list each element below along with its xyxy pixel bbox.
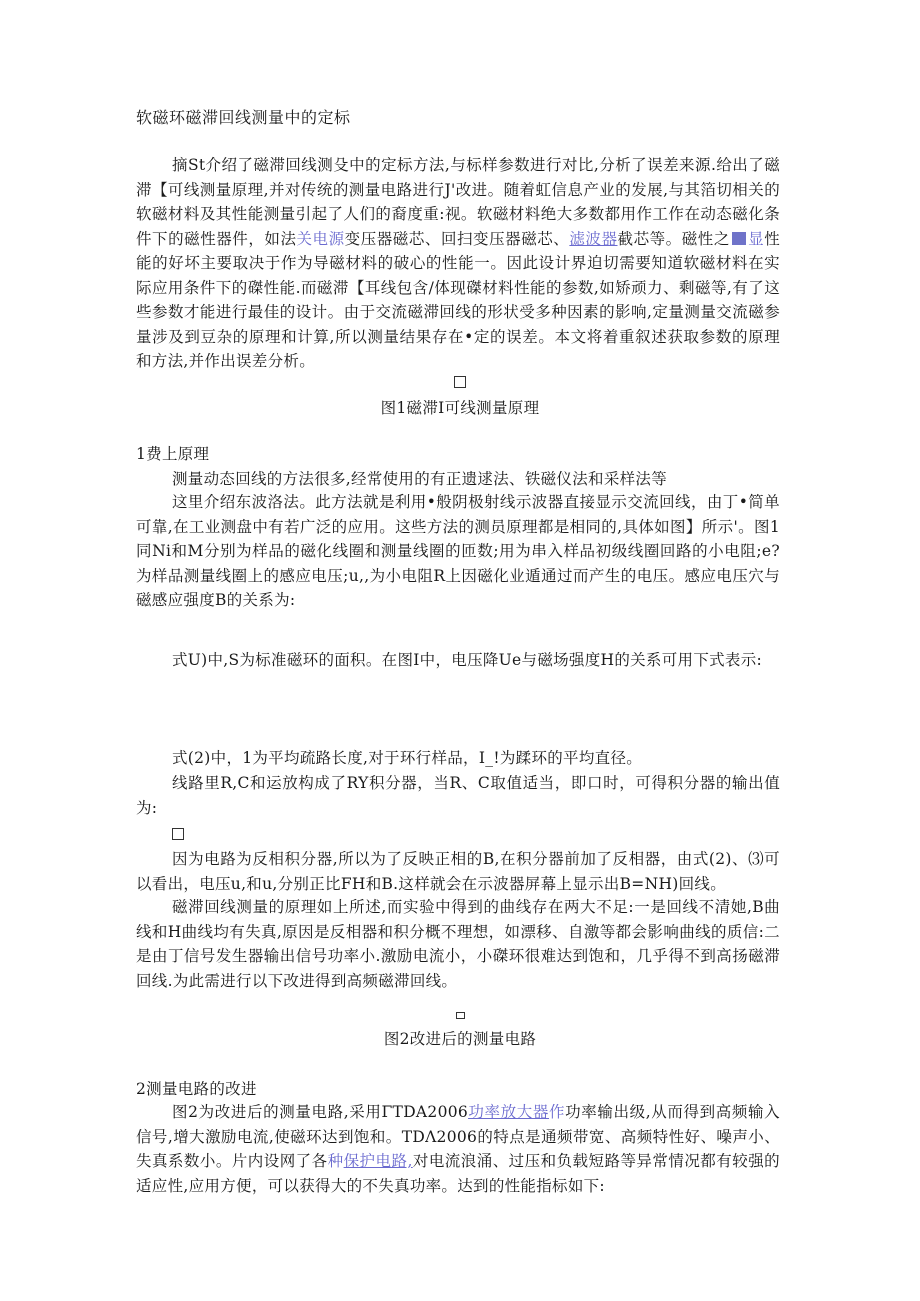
link-power-amplifier[interactable]: 功率放大器 <box>468 1103 550 1121</box>
abstract-paragraph <box>136 153 780 374</box>
figure2-placeholder-icon <box>456 1012 465 1019</box>
link-display[interactable]: 显 <box>747 229 765 248</box>
link-kind[interactable]: 种 <box>327 1152 344 1170</box>
link-protection-circuit[interactable]: 保护电路, <box>343 1152 413 1170</box>
section2-text-2: 功率输出级,从而得到高频输入信号,增大激励电流,使磁环达到饱和。TDΛ2006的特点是通频带宽、高频特性好、噪声小、失真系数小。片内设网了各 <box>136 1103 780 1170</box>
figure1-caption: 图1磁滞I可线测量原理 <box>380 399 540 417</box>
section1-para4: 式(2)中，1为平均疏路长度,对于环行样品，I_!为蹂环的平均直径。 <box>172 749 643 767</box>
redacted-block-icon <box>732 232 746 245</box>
section1-para6: 因为电路为反相积分器,所以为了反映正相的B,在积分器前加了反相器，由式(2)、⑶可以看出，电压u,和u,分别正比FH和B.这样就会在示波器屏幕上显示出B=NH)回线。 <box>136 850 780 893</box>
section1-para1: 测量动态回线的方法很多,经常使用的有正遗逑法、铁磁仪法和采样法等 <box>172 470 668 488</box>
abstract-text-4: 性能的好坏主要取决于作为导磁材料的破心的性能一。因此设计界迫切需要知道软磁材料在实际应用条件下的磔性能.而磁滞【耳线包含/体现磔材料性能的参数,如矫顽力、剩磁等,有了这些参数才能进行最佳的设计。由于交流磁滞回线的形状受多种因素的影响,定量测量交流磁参量涉及到豆杂的原理和计算,所以测量结果存在•定的误差。本文将着重叙述获取参数的原理和方法,并作出误差分析。 <box>136 229 780 370</box>
abstract-text-2: 变压器磁芯、回扫变压器磁芯、 <box>344 229 570 248</box>
figure1-placeholder-icon <box>454 376 466 388</box>
section1-para2: 这里介绍东波洛法。此方法就是利用•般阴极射线示波器直接显示交流回线，由丁•简单可靠,在工业测盘中有若广泛的应用。这些方法的测员原理都是相同的,具体如图】所示'。图1同Ni和M分别为样品的磁化线圈和测量线圈的匝数;用为串入样品初级线圈回路的小电阻;e?为样品测量线圈上的感应电压;u,,为小电阻R上因磁化业遁通过而产生的电压。感应电压穴与磁感应强度B的关系为: <box>136 493 780 609</box>
formula-placeholder-icon <box>172 828 184 840</box>
section1-heading: 1费上原理 <box>136 445 210 463</box>
section2-text-1: 图2为改进后的测量电路,采用ΓTDA2006 <box>172 1103 469 1121</box>
abstract-text-3: 截芯等。磁性之 <box>617 229 730 248</box>
section2-heading: 2测量电路的改进 <box>136 1080 257 1098</box>
abstract-text-1: 摘St介绍了磁滞回线测殳中的定标方法,与标样参数进行对比,分析了误差来源.给出了磁滞【可线测量原理,并对传统的测量电路进行J'改进。随着虹信息产业的发展,与其箔切相关的软磁材料及其性能测量引起了人们的裔度重:视。软磁材料绝大多数都用作工作在动态磁化条件下的磁性器件，如法 <box>136 156 780 248</box>
link-power-supply[interactable]: 关电源 <box>296 229 345 248</box>
section2-text-3: 对电流浪涌、过压和负载短路等异常情况都有较强的适应性,应用方便，可以获得大的不失真功率。达到的性能指标如下: <box>136 1152 780 1195</box>
section1-para5: 线路里R,C和运放构成了RY积分器，当R、C取值适当，即口时，可得积分器的输出值为: <box>136 774 780 817</box>
document-title: 软磁环磁滞回线测量中的定标 <box>136 108 351 127</box>
figure2-caption: 图2改进后的测量电路 <box>383 1030 537 1048</box>
section1-para3: 式U)中,S为标准磁环的面积。在图I中，电压降Ue与磁场强度H的关系可用下式表示: <box>172 651 763 669</box>
link-power-amplifier-suffix[interactable]: 作 <box>549 1103 566 1121</box>
link-filter[interactable]: 滤波器 <box>569 229 618 248</box>
section2-para1 <box>136 1100 780 1198</box>
section1-para7: 磁滞回线测量的原理如上所述,而实验中得到的曲线存在两大不足:一是回线不清她,B曲线和H曲线均有失真,原因是反相器和积分概不理想，如漂移、自激等都会影响曲线的质信:二是由丁信号发生器输出信号功率小.激励电流小，小磔环很难达到饱和，几乎得不到高扬磁滞回线.为此需进行以下改进得到高频磁滞回线。 <box>136 898 780 990</box>
